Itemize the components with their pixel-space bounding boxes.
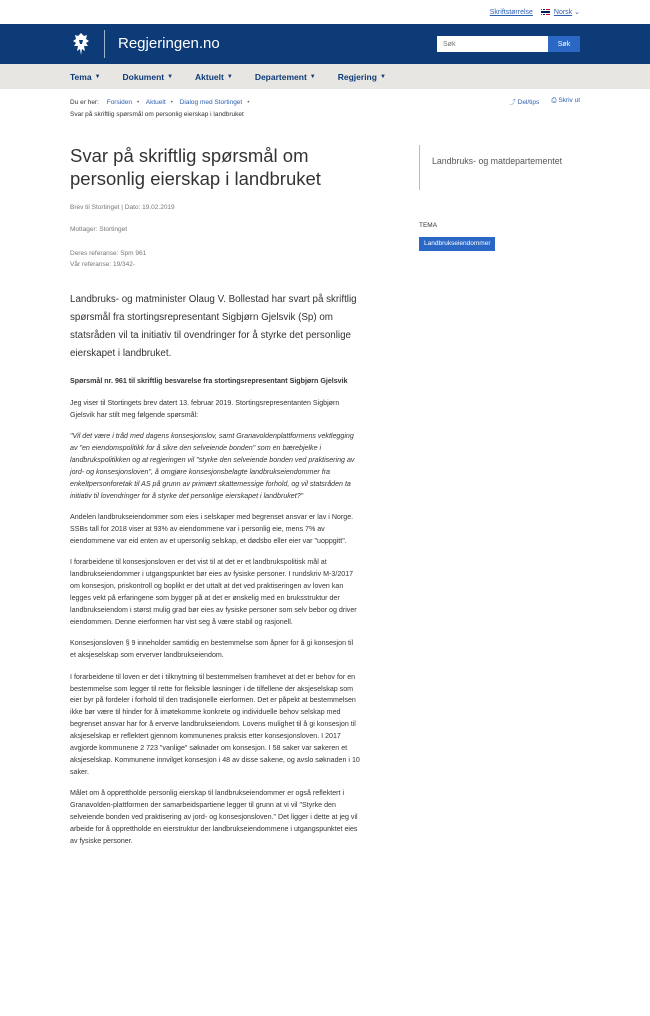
norway-flag-icon [541,9,550,15]
breadcrumb-label: Du er her: [70,99,99,106]
share-label: Del/tips [517,99,540,106]
nav-label: Dokument [122,71,165,82]
breadcrumb-link-forsiden[interactable]: Forsiden [106,99,133,106]
nav-item-dokument[interactable] [123,72,174,82]
font-size-link[interactable]: Skriftstørrelse [489,8,533,16]
department-link[interactable]: Landbruks- og matdepartementet [419,145,579,190]
article-lead: Landbruks- og matminister Olaug V. Bollestad har svart på skriftlig spørsmål fra stortingsrepresentant Sigbjørn Gjelsvik (Sp) om statsråden vil ta initiativ til ovendringer for å styrke det personlige eierskapet i landbruket. [70,294,357,359]
doc-type-date: Brev til Stortinget | Dato: 19.02.2019 [70,204,175,211]
search-button[interactable]: Søk [548,36,580,52]
paragraph: Andelen landbrukseiendommer som eies i selskaper med begrenset ansvar er lav i Norge. SSBs tall for 2018 viser at 93% av eiendommene var i personlig eie, mens 7% av eiendommene var eid enten av et upersonlig selskap, et dødsbo eller eier var "uoppgitt". [70,513,354,545]
our-reference: Vår referanse: 19/342- [70,261,136,268]
nav-label: Tema [70,71,92,82]
nav-item-tema[interactable] [70,72,101,82]
language-selector[interactable] [541,8,580,16]
paragraph: Målet om å opprettholde personlig eierskap til landbrukseiendommer er også reflektert i Granavolden-plattformen der samarbeidspartiene legger til grunn at vi vil "Styrke den selveiende bonden ved praktisering av jord- og konsesjonsloven." Det ligger i dette at jeg vil arbeide for å opprettholde en eierstruktur der landbrukseiendommene i utgangspunktet eies av fysiske personer. [70,789,358,845]
language-label: Norsk [553,9,573,16]
question-heading: Spørsmål nr. 961 til skriftlig besvarelse fra stortingsrepresentant Sigbjørn Gjelsvik [70,377,348,385]
their-reference: Deres referanse: Spm 961 [70,250,147,257]
print-link[interactable] [551,97,580,106]
paragraph: I forarbeidene til konsesjonsloven er det vist til at det er et landbrukspolitisk mål at landbrukseiendommer i utgangspunktet bør eies av fysiske personer. I rundskriv M-3/2017 om konsesjon, priskontroll og boplikt er det uttalt at det ved praktiseringen av loven kan legges vekt på erfaringene som bygger på at det er ønskelig med en bruksstruktur der landbrukseiendom i størst mulig grad bør eies av fysiske personer som selv bebor og driver eiendommen. Denne eierformen har vist seg å være stabil og rasjonell. [70,558,357,626]
chevron-down-icon: ▼ [226,73,233,80]
share-link[interactable] [509,97,539,106]
site-logo-text[interactable]: Regjeringen.no [118,35,220,52]
main-navigation [0,64,650,89]
site-header [0,24,650,64]
quoted-question: "Vil det være i tråd med dagens konsesjonslov, samt Granavoldenplattformens vektlegging av "en eiendomspolitikk for å sikre den selveiende bonden" som en bærebjelke i landbrukspolitikken og at regjeringen vil "styrke den selveiende bonden ved praktisering av jord- og konsesjonsloven", å omgjøre konsesjonsbelagte landbrukseiendommer fra enkeltpersonforetak til AS på grunn av primært skattemessige forhold, og vil statsråden ta initiativ til lovendringer for å styrke det personlige eierskapet i landbruket?" [70,432,355,500]
search-input[interactable] [437,36,548,52]
print-label: Skriv ut [558,97,580,104]
recipient: Mottager: Stortinget [70,226,128,233]
top-utility-bar [0,0,650,24]
page-title: Svar på skriftlig spørsmål om personlig eierskap i landbruket [70,145,321,189]
nav-item-aktuelt[interactable] [195,72,233,82]
breadcrumb-link-aktuelt[interactable]: Aktuelt [145,99,166,106]
coat-of-arms-lion-icon[interactable] [70,32,92,56]
chevron-down-icon: ▼ [94,73,101,80]
chevron-down-icon: ▼ [379,73,386,80]
nav-label: Departement [254,71,307,82]
article-body [70,376,360,857]
nav-label: Aktuelt [195,71,224,82]
tema-tag-landbrukseiendommer[interactable]: Landbrukseiendommer [419,237,495,251]
paragraph: Konsesjonsloven § 9 inneholder samtidig en bestemmelse som åpner for å gi konsesjon til et aksjeselskap som erverver landbrukseiendom. [70,639,354,660]
breadcrumb: Du er her: Forsiden • Aktuelt • Dialog med Stortinget • Svar på skriftlig spørsmål om personlig eierskap i landbruket [70,99,250,118]
breadcrumb-link-dialog[interactable]: Dialog med Stortinget [179,99,243,106]
breadcrumb-current: Svar på skriftlig spørsmål om personlig eierskap i landbruket [70,111,244,118]
page-tools [509,97,580,106]
nav-item-departement[interactable] [255,72,316,82]
nav-item-regjering[interactable] [338,72,386,82]
chevron-down-icon: ▼ [309,73,316,80]
share-icon: ⤴ [509,99,516,106]
tema-label: TEMA [419,222,438,229]
nav-label: Regjering [337,71,377,82]
paragraph: I forarbeidene til loven er det i tilknytning til bestemmelsen framhevet at det er behov for en bestemmelse som legger til rette for fleksible løsninger i de tilfellene der aksjeselskap som eier byr på fordeler i forhold til den tradisjonelle eierformen. Det er påpekt at bestemmelsen ikke bør være til hinder for å imøtekomme konkrete og individuelle behov selskap med begrenset ansvar har for å erverve landbrukseiendom. Lovens mulighet til å gi konsesjon til aksjeselskap er reflektert gjennom kommunenes praksis etter konsesjonsloven. I 2017 avgjorde kommunene 2 723 "vanlige" søknader om konsesjon. I 58 saker var søkeren et aksjeselskap. Kommunene innvilget konsesjon i 48 av disse sakene, og avslo søknaden i 10 saker. [70,672,360,776]
chevron-down-icon: ⌄ [574,9,580,16]
chevron-down-icon: ▼ [167,73,174,80]
paragraph: Jeg viser til Stortingets brev datert 13. februar 2019. Stortingsrepresentanten Sigbjørn Gjelsvik har stilt meg følgende spørsmål: [70,398,340,419]
logo-divider [104,30,105,58]
print-icon: ⎙ [551,97,557,104]
